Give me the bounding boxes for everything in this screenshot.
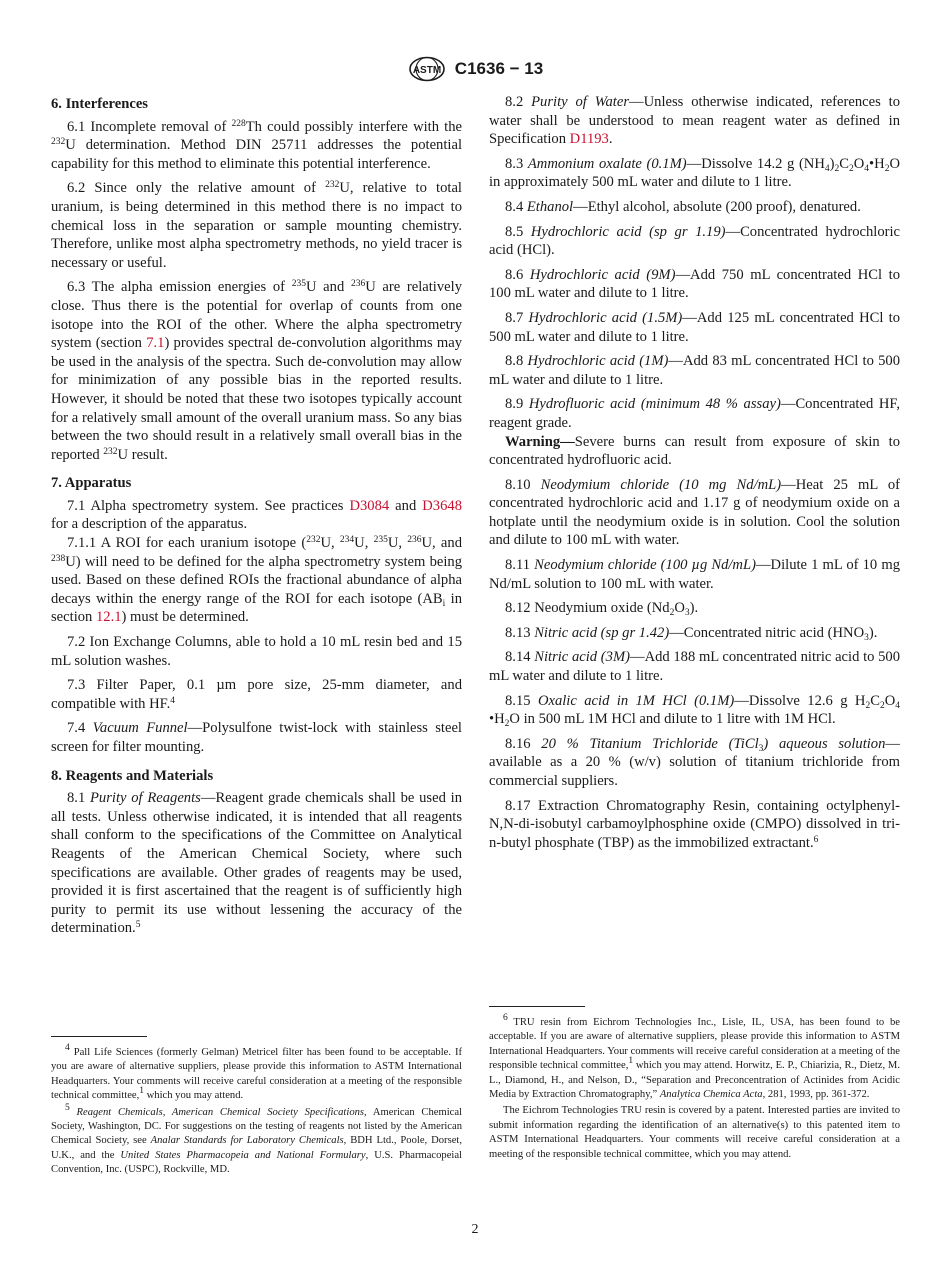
astm-logo-icon bbox=[407, 56, 447, 82]
footnote-4: $^4$ Pall Life Sciences (formerly Gelman) Metricel filter has been found to be acceptable. If you are aware of alternative suppliers, please provide this information to ASTM International Headquarters. Your comments will receive careful consideration at a meeting of the responsible technical committee,$^1$ which you may attend. bbox=[51, 1043, 462, 1102]
page-header bbox=[0, 56, 950, 82]
para-8-16: 8.16 20 % Titanium Trichloride (TiCl$_3$) aqueous solution—available as a 20 % (w/v) solution of titanium trichloride from commercial suppliers. bbox=[489, 735, 900, 789]
section-7-heading: 7. Apparatus bbox=[51, 475, 132, 492]
document-designation: C1636 − 13 bbox=[454, 59, 544, 78]
para-8-6: 8.6 Hydrochloric acid (9M)—Add 750 mL concentrated HCl to 100 mL water and dilute to 1 litre. bbox=[489, 266, 900, 302]
para-8-13: 8.13 Nitric acid (sp gr 1.42)—Concentrated nitric acid $(HNO_3)$. bbox=[505, 624, 878, 643]
footnote-5: $^5$ Reagent Chemicals, American Chemical Society Specifications, American Chemical Society, Washington, DC. For suggestions on the testing of reagents not listed by the American Chemical Society, see Analar Standards for Laboratory Chemicals, BDH Ltd., Poole, Dorset, U.K., and the United States Pharmacopeia and National Formulary, U.S. Pharmacopeial Convention, Inc. (USPC), Rockville, MD. bbox=[51, 1102, 462, 1176]
warning-note: Warning—Severe burns can result from exposure of skin to concentrated hydrofluoric acid. bbox=[489, 433, 900, 469]
footnote-6: $^6$ TRU resin from Eichrom Technologies Inc., Lisle, IL, USA, has been found to be acceptable. If you are aware of alternative suppliers, please provide this information to ASTM International Headquarters. Your comments will receive careful consideration at a meeting of the responsible technical committee,$^1$ which you may attend. Horwitz, E. P., Chiarizia, R., Dietz, M. L., Diamond, H., and Nelson, D., “Separation and Preconcentration of Actinides from Acidic Media by Extraction Chromatography,” Analytica Chemica Acta, 281, 1993, pp. 361-372. bbox=[489, 1013, 900, 1101]
link-section-7-1[interactable]: 7.1 bbox=[146, 335, 165, 352]
section-6-heading: 6. Interferences bbox=[51, 96, 148, 112]
link-d3648[interactable]: D3648 bbox=[422, 497, 462, 514]
para-8-4: 8.4 Ethanol—Ethyl alcohol, absolute (200 proof), denatured. bbox=[505, 198, 861, 215]
footnotes-right bbox=[489, 1013, 900, 1164]
para-8-5: 8.5 Hydrochloric acid (sp gr 1.19)—Concentrated hydrochloric acid (HCl). bbox=[489, 223, 901, 259]
para-8-11: 8.11 Neodymium chloride (100 µg Nd/mL)—Dilute 1 mL of 10 mg Nd/mL solution to 100 mL with water. bbox=[489, 557, 900, 592]
left-column bbox=[51, 93, 462, 944]
para-6-2: 6.2 Since only the relative amount of $^{232}$U, relative to total uranium, is being determined in this method there is no impact to chemical loss in the separation or sample mounting chemistry. Therefore, unlike most alpha spectrometry methods, no yield tracer is necessary or useful. bbox=[51, 180, 462, 271]
para-7-1: 7.1 Alpha spectrometry system. See practices D3084 and D3648 for a description of the apparatus. bbox=[51, 497, 462, 533]
para-8-2: 8.2 Purity of Water—Unless otherwise indicated, references to water shall be understood to mean reagent water as defined in Specification D1193. bbox=[489, 94, 901, 148]
para-8-12: 8.12 Neodymium oxide $(Nd_2O_3)$. bbox=[505, 600, 699, 619]
para-8-10: 8.10 Neodymium chloride (10 mg Nd/mL)—Heat 25 mL of concentrated hydrochloric acid and 1.17 g of neodymium oxide on a hotplate until the neodymium oxide is in solution. Cool the solution and dilute to 100 mL with water. bbox=[489, 476, 901, 549]
footnotes-left bbox=[51, 1043, 462, 1180]
para-8-15: 8.15 Oxalic acid in 1M HCl (0.1M)—Dissolve 12.6 g $H_2C_2O_4$ $•H_2O$ in 500 mL 1M HCl and dilute to 1 litre with 1M HCl. bbox=[489, 692, 900, 730]
para-8-7: 8.7 Hydrochloric acid (1.5M)—Add 125 mL concentrated HCl to 500 mL water and dilute to 1 litre. bbox=[489, 309, 900, 345]
para-8-9: 8.9 Hydrofluoric acid (minimum 48 % assay)—Concentrated HF, reagent grade. bbox=[489, 396, 900, 431]
para-8-3: 8.3 Ammonium oxalate (0.1M)—Dissolve 14.2 g $(NH_4)_2C_2O_4•H_2O$ in approximately 500 mL water and dilute to 1 litre. bbox=[489, 155, 900, 191]
svg-text:ASTM: ASTM bbox=[412, 65, 441, 76]
para-8-14: 8.14 Nitric acid (3M)—Add 188 mL concentrated nitric acid to 500 mL water and dilute to 1 litre. bbox=[489, 649, 901, 685]
footnote-rule-right bbox=[489, 1006, 585, 1007]
link-d3084[interactable]: D3084 bbox=[349, 497, 390, 514]
para-8-1: 8.1 Purity of Reagents—Reagent grade chemicals shall be used in all tests. Unless otherwise indicated, it is intended that all reagents shall conform to the specifications of the Committee on Analytical Reagents of the American Chemical Society, where such specifications are available. Other grades of reagents may be used, provided it is first ascertained that the reagent is of sufficiently high purity to permit its use without lessening the accuracy of the determination.$^5$ bbox=[51, 790, 462, 937]
page-number: 2 bbox=[471, 1222, 479, 1237]
para-6-3: 6.3 The alpha emission energies of $^{235}$U and $^{236}$U are relatively close. Thus there is the potential for overlap of counts from one isotope into the ROI of the other. Where the alpha spectrometry system (section 7.1) provides spectral de-convolution algorithms may be used in the analysis of the spectra. Such de-convolution may allow for minimization of any possible bias in the reported results. However, it should be noted that these two isotopes typically account for a relatively small amount of the overall uranium mass. So any bias between the two should result in a relatively small overall bias in the reported $^{232}$U result. bbox=[51, 279, 462, 463]
para-7-2: 7.2 Ion Exchange Columns, able to hold a 10 mL resin bed and 15 mL solution washes. bbox=[51, 634, 462, 669]
footnote-rule-left bbox=[51, 1036, 147, 1037]
link-d1193[interactable]: D1193 bbox=[569, 131, 609, 148]
para-7-1-1: 7.1.1 A ROI for each uranium isotope ($^{232}$U, $^{234}$U, $^{235}$U, $^{236}$U, and $^{238}$U) will need to be defined for the alpha spectrometry system being used. Based on these defined ROIs the fractional abundance of alpha decays within the energy range of the ROI for each isotope ($AB_i$ in section 12.1) must be determined. bbox=[51, 535, 463, 626]
para-8-17: 8.17 Extraction Chromatography Resin, containing octylphenyl-N,N-di-isobutyl carbamoylphosphine oxide (CMPO) dissolved in tri-n-butyl phosphate (TBP) as the immobilized extractant.$^6$ bbox=[489, 797, 900, 851]
section-8-heading: 8. Reagents and Materials bbox=[51, 767, 214, 784]
para-7-3: 7.3 Filter Paper, 0.1 µm pore size, 25-mm diameter, and compatible with HF.$^4$ bbox=[51, 677, 462, 712]
para-8-8: 8.8 Hydrochloric acid (1M)—Add 83 mL concentrated HCl to 500 mL water and dilute to 1 litre. bbox=[489, 353, 900, 388]
link-section-12-1[interactable]: 12.1 bbox=[96, 609, 122, 626]
para-6-1: 6.1 Incomplete removal of $^{228}$Th could possibly interfere with the $^{232}$U determination. Method DIN 25711 addresses the potential capability for this method to eliminate this potential interference. bbox=[51, 118, 462, 172]
para-7-4: 7.4 Vacuum Funnel—Polysulfone twist-lock with stainless steel screen for filter mounting. bbox=[51, 720, 462, 755]
right-column bbox=[489, 93, 900, 858]
footnote-6-patent: The Eichrom Technologies TRU resin is covered by a patent. Interested parties are invited to submit information regarding the identification of an alternative(s) to this patented item to ASTM International Headquarters. Your comments will receive careful consideration at a meeting of the responsible technical committee, which you may attend. bbox=[489, 1105, 900, 1160]
